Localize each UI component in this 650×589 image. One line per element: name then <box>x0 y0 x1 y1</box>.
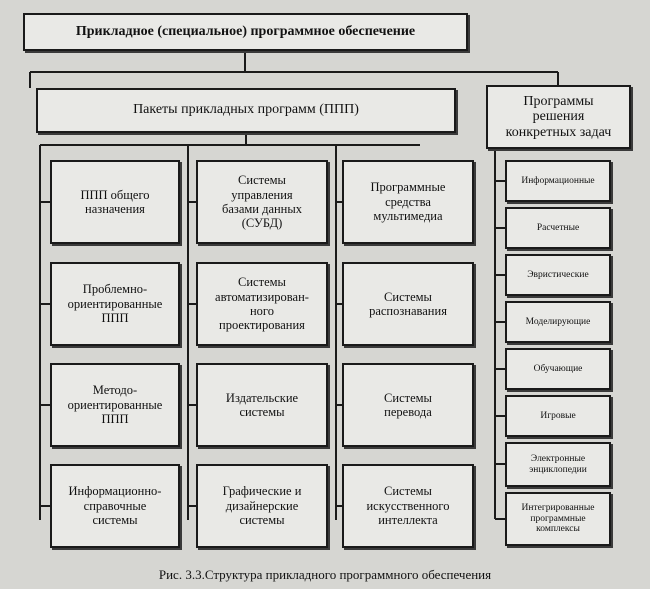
right-label-2: Расчетные <box>536 222 580 233</box>
right-label-6: Игровые <box>540 410 576 421</box>
col1-label-4: Информационно- справочные системы <box>68 484 162 528</box>
right-label-5: Обучающие <box>533 363 583 374</box>
right-label-4: Моделирующие <box>525 316 591 327</box>
col1-box-4 <box>50 464 180 548</box>
right-box-5 <box>505 348 611 390</box>
right-box-4 <box>505 301 611 343</box>
col1-box-2 <box>50 262 180 346</box>
col3-label-2: Системы распознавания <box>369 289 447 318</box>
right-box-3 <box>505 254 611 296</box>
col3-label-4: Системы искусственного интеллекта <box>366 484 450 528</box>
app-packages-label: Пакеты прикладных программ (ППП) <box>133 102 359 118</box>
right-box-2 <box>505 207 611 249</box>
root-label: Прикладное (специальное) программное обеспечение <box>75 23 416 39</box>
col3-box-2 <box>342 262 474 346</box>
app-packages-box <box>36 88 456 133</box>
col2-box-4 <box>196 464 328 548</box>
root-box <box>23 13 468 51</box>
right-box-1 <box>505 160 611 202</box>
specific-tasks-label: Программы решения конкретных задач <box>505 93 612 140</box>
col2-label-1: Системы управления базами данных (СУБД) <box>221 173 303 231</box>
col2-box-3 <box>196 363 328 447</box>
right-label-3: Эвристические <box>527 269 589 280</box>
col1-label-3: Методо- ориентированные ППП <box>67 383 163 427</box>
specific-tasks-box <box>486 85 631 149</box>
right-label-1: Информационные <box>521 175 595 186</box>
col3-box-1 <box>342 160 474 244</box>
col2-box-1 <box>196 160 328 244</box>
right-label-8: Интегрированные программные комплексы <box>521 503 595 535</box>
col1-box-1 <box>50 160 180 244</box>
col1-label-1: ППП общего назначения <box>80 187 150 216</box>
right-label-7: Электронные энциклопедии <box>529 454 587 475</box>
right-box-8 <box>505 492 611 546</box>
figure-caption: Рис. 3.3.Структура прикладного программного обеспечения <box>158 567 492 582</box>
col2-label-3: Издательские системы <box>225 390 299 419</box>
col2-box-2 <box>196 262 328 346</box>
col2-label-2: Системы автоматизирован- ного проектирования <box>215 275 309 333</box>
col2-label-4: Графические и дизайнерские системы <box>222 484 302 528</box>
col3-box-3 <box>342 363 474 447</box>
right-box-6 <box>505 395 611 437</box>
col1-box-3 <box>50 363 180 447</box>
col3-label-3: Системы перевода <box>384 390 432 419</box>
col3-label-1: Программные средства мультимедиа <box>370 180 446 224</box>
right-box-7 <box>505 442 611 487</box>
col1-label-2: Проблемно- ориентированные ППП <box>67 282 163 326</box>
col3-box-4 <box>342 464 474 548</box>
